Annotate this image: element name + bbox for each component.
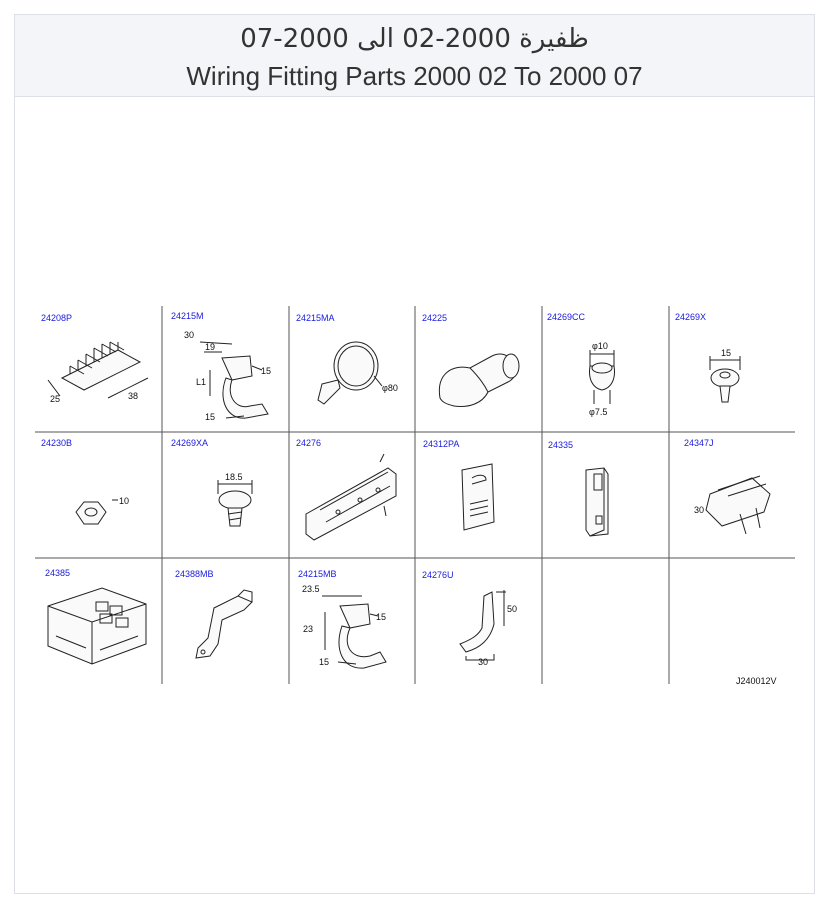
cell-24276U — [422, 570, 517, 667]
hanger-tag-drawing — [462, 464, 494, 530]
cell-24385 — [45, 568, 146, 664]
part-code: 24312PA — [423, 439, 460, 449]
dimension-label: 23 — [303, 624, 314, 634]
connector-bracket-drawing — [706, 476, 770, 534]
cell-24230B — [41, 438, 129, 524]
part-code: 24385 — [45, 568, 71, 578]
dimension-label: 15 — [721, 348, 732, 358]
part-code: 24215M — [171, 311, 204, 321]
part-code: 24269CC — [547, 312, 586, 322]
cell-24276 — [296, 438, 396, 540]
cable-clip-drawing — [322, 596, 386, 668]
nut-drawing — [76, 500, 118, 524]
dimension-label: 23.5 — [302, 584, 320, 594]
dimension-label: 18.5 — [225, 472, 243, 482]
grommet-drawing — [590, 350, 615, 404]
dimension-label: φ80 — [382, 383, 398, 393]
part-code: 24215MA — [296, 313, 335, 323]
dimension-label: L1 — [196, 377, 207, 387]
cell-24269CC — [547, 312, 615, 417]
bracket-plate-drawing — [306, 454, 396, 540]
part-code: 24335 — [548, 440, 574, 450]
cell-24347J — [684, 438, 770, 534]
cell-24215MB — [298, 569, 386, 668]
dimension-label: 15 — [319, 657, 330, 667]
dimension-label: 10 — [119, 496, 130, 506]
u-bracket-drawing — [460, 590, 506, 660]
part-code: 24276U — [422, 570, 454, 580]
part-code: 24269XA — [171, 438, 209, 448]
relay-box-drawing — [48, 588, 146, 664]
part-code: 24208P — [41, 313, 73, 323]
push-clip-drawing — [710, 356, 740, 402]
dimension-label: 15 — [205, 412, 216, 422]
dimension-label: 15 — [376, 612, 387, 622]
screw-clip-drawing — [218, 480, 252, 526]
dimension-label: 30 — [184, 330, 195, 340]
part-code: 24215MB — [298, 569, 337, 579]
dimension-label: 15 — [261, 366, 272, 376]
dimension-label: φ10 — [592, 341, 608, 351]
page-title-english: Wiring Fitting Parts 2000 02 To 2000 07 — [186, 61, 643, 91]
page-title-arabic: ظفيرة 2000-02 الى 2000-07 — [240, 24, 589, 54]
cell-24215MA — [296, 313, 398, 404]
part-code: 24269X — [675, 312, 707, 322]
cell-24215M — [171, 311, 271, 422]
cell-24269X — [675, 312, 740, 402]
part-code: 24388MB — [175, 569, 214, 579]
dimension-label: φ7.5 — [589, 407, 608, 417]
fuse-holder-drawing — [586, 468, 608, 536]
diagram-reference-code: J240012V — [736, 676, 777, 686]
diagram-grid — [35, 306, 795, 684]
part-code: 24230B — [41, 438, 73, 448]
part-code: 24225 — [422, 313, 448, 323]
harness-clamp-drawing — [48, 342, 148, 398]
dimension-label: 30 — [478, 657, 489, 667]
cell-24335 — [548, 440, 608, 536]
dimension-label: 19 — [205, 342, 216, 352]
cell-24269XA — [171, 438, 252, 526]
dimension-label: 30 — [694, 505, 705, 515]
cell-24225 — [422, 313, 519, 406]
bracket-drawing — [196, 590, 252, 658]
boot-cap-drawing — [439, 354, 519, 406]
cell-24208P — [41, 313, 148, 404]
dimension-label: 38 — [128, 391, 139, 401]
dimension-label: 50 — [507, 604, 518, 614]
cable-tie-drawing — [318, 342, 382, 404]
part-code: 24347J — [684, 438, 714, 448]
dimension-label: 25 — [50, 394, 61, 404]
cell-24312PA — [423, 439, 494, 530]
cable-clip-drawing — [200, 342, 268, 418]
part-code: 24276 — [296, 438, 322, 448]
cell-24388MB — [175, 569, 252, 658]
